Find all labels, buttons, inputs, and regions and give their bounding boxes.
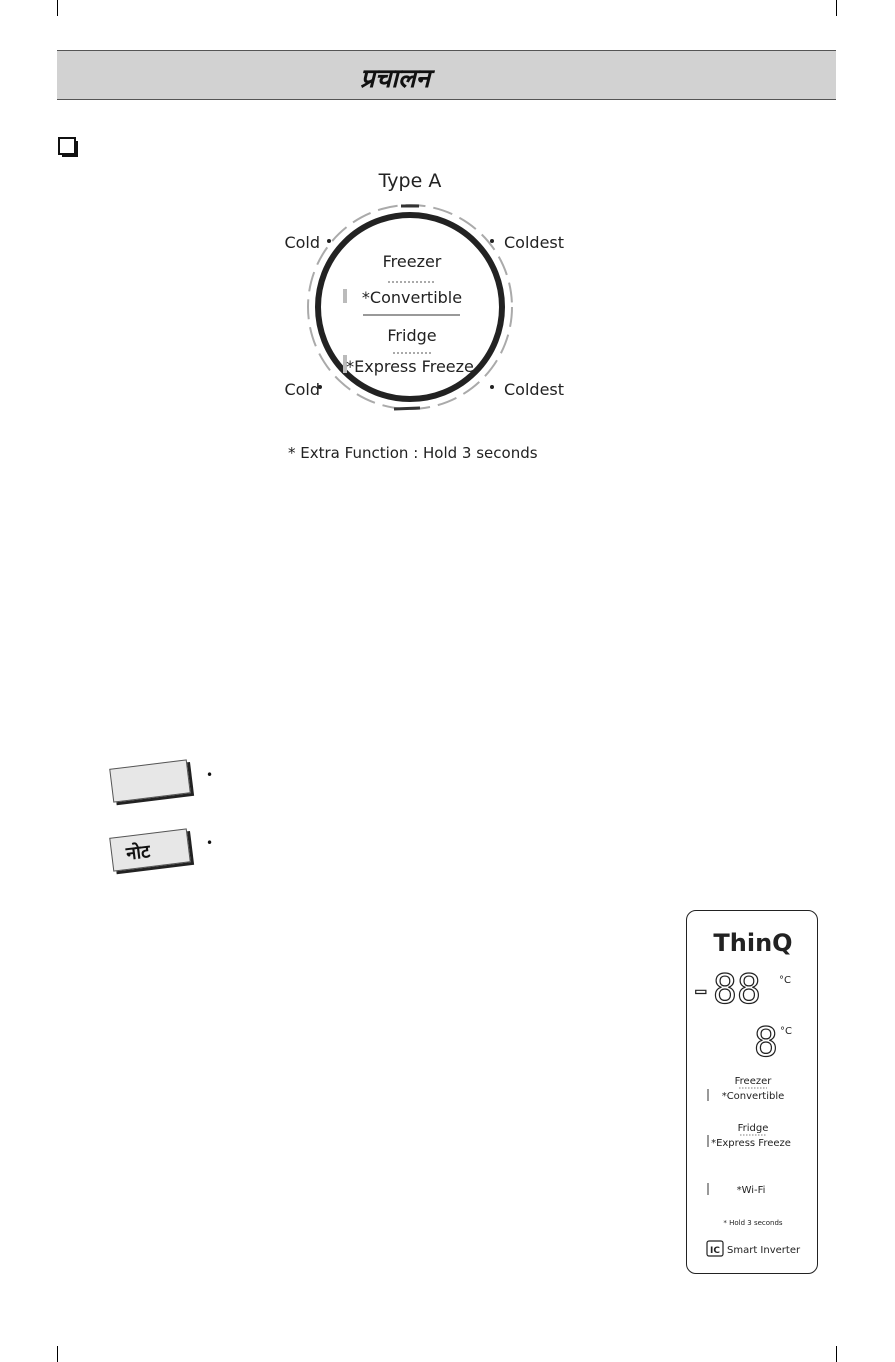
- fridge-temp-display: 8: [753, 1020, 778, 1066]
- note-tag-blank: [109, 759, 191, 802]
- freezer-label: Freezer: [382, 252, 442, 271]
- freezer-temp-unit: °C: [779, 975, 791, 986]
- note-label: नोट: [125, 841, 152, 865]
- panel-express-freeze-label: *Express Freeze: [711, 1138, 791, 1149]
- crop-mark-bl: [57, 1346, 58, 1362]
- control-panel: [686, 910, 818, 1274]
- control-dial-diagram: [270, 165, 570, 465]
- panel-indicator-express-freeze[interactable]: [707, 1135, 709, 1147]
- type-label: Type A: [378, 170, 442, 192]
- coldest-bottom-label: Coldest: [504, 380, 565, 399]
- crop-mark-tl: [57, 0, 58, 16]
- dot-icon: [327, 239, 331, 243]
- dot-icon: [490, 239, 494, 243]
- convertible-label: *Convertible: [361, 288, 463, 307]
- indicator-bar: [343, 289, 347, 303]
- coldest-top-label: Coldest: [504, 233, 565, 252]
- inverter-label: Smart Inverter: [727, 1245, 801, 1256]
- panel-indicator-convertible[interactable]: [707, 1089, 709, 1101]
- panel-freezer-label: Freezer: [734, 1076, 772, 1087]
- fridge-label: Fridge: [387, 326, 437, 345]
- cold-top-label: Cold: [284, 233, 320, 252]
- express-freeze-label: *Express Freeze: [346, 357, 474, 376]
- panel-wifi-label: *Wi-Fi: [736, 1185, 766, 1196]
- crop-mark-br: [836, 1346, 837, 1362]
- cold-bottom-label: Cold: [284, 380, 320, 399]
- dot-icon: [490, 385, 494, 389]
- checkbox-bullet-icon: [58, 137, 76, 155]
- page-title: प्रचालन: [360, 64, 431, 94]
- panel-hold-note: * Hold 3 seconds: [723, 1219, 783, 1227]
- bullet: •: [206, 836, 214, 850]
- panel-convertible-label: *Convertible: [721, 1091, 785, 1102]
- note-tag: [109, 828, 191, 871]
- freezer-temp-display: -88: [688, 967, 761, 1013]
- dial-bottom-marker: [394, 408, 420, 409]
- crop-mark-tr: [836, 0, 837, 16]
- fridge-temp-unit: °C: [780, 1026, 792, 1037]
- control-panel-graphic: [687, 911, 819, 1275]
- section-header: [57, 50, 836, 100]
- inverter-badge-text: IC: [710, 1246, 720, 1256]
- brand-logo: ThinQ: [713, 929, 793, 957]
- bullet: •: [206, 768, 214, 782]
- panel-indicator-wifi[interactable]: [707, 1183, 709, 1195]
- extra-function-footnote: * Extra Function : Hold 3 seconds: [288, 444, 538, 462]
- panel-fridge-label: Fridge: [737, 1123, 769, 1134]
